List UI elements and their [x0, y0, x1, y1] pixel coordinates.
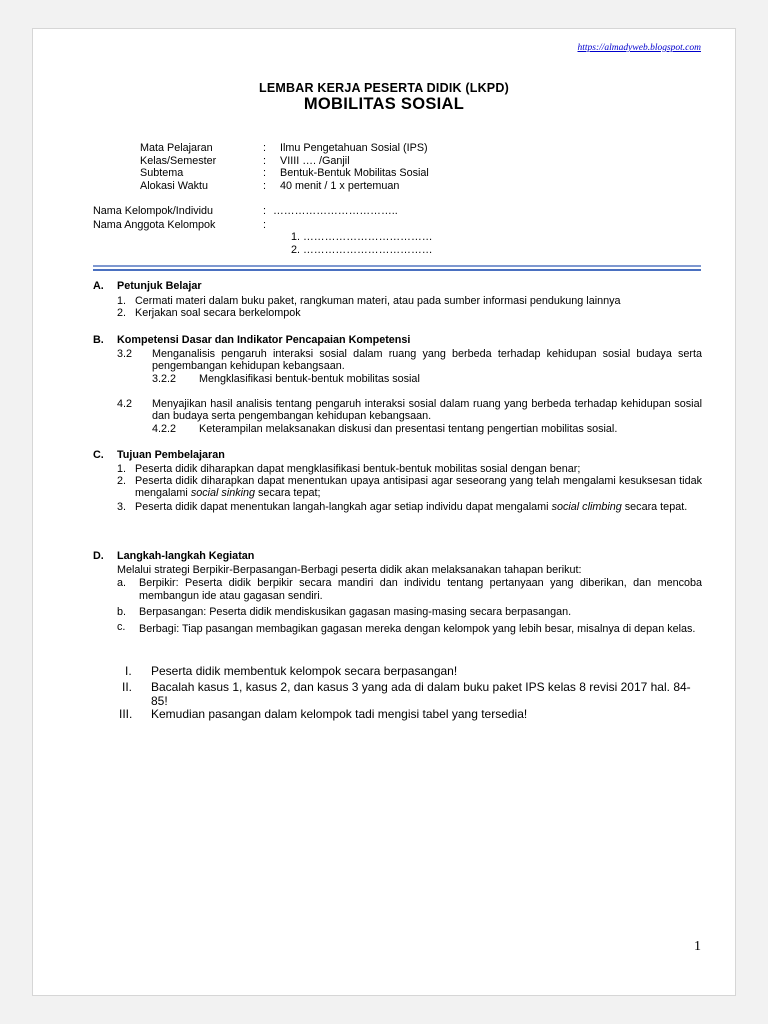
kd-number: 4.2: [117, 398, 133, 410]
list-item: Cermati materi dalam buku paket, rangkuman materi, atau pada sumber informasi pendukung lainnya: [135, 295, 621, 307]
list-item-number: 2.: [117, 307, 127, 319]
page-number: 1: [694, 939, 701, 954]
list-item: [135, 501, 702, 513]
identity-label: Subtema: [140, 167, 184, 179]
colon: :: [263, 167, 266, 179]
roman-number: I.: [125, 664, 132, 678]
list-item-number: 3.: [117, 501, 127, 513]
step-letter: c.: [117, 621, 126, 633]
member-line[interactable]: 2. ………………………………: [291, 244, 433, 256]
identity-label: Kelas/Semester: [140, 154, 217, 167]
roman-item: Bacalah kasus 1, kasus 2, dan kasus 3 yang ada di dalam buku paket IPS kelas 8 revisi 2017 hal. 84-85!: [151, 680, 691, 708]
ipk-number: 4.2.2: [152, 423, 177, 435]
identity-label: Alokasi Waktu: [140, 179, 209, 192]
kd-number: 3.2: [117, 348, 133, 360]
list-item-number: 1.: [117, 463, 127, 475]
ipk-text: Keterampilan melaksanakan diskusi dan presentasi tentang pengertian mobilitas sosial.: [199, 423, 618, 435]
kd-text: Menyajikan hasil analisis tentang pengaruh interaksi sosial dalam ruang yang berbeda terhadap kehidupan sosial dan budaya serta pengembangan kehidupan kebangsaan.: [152, 398, 702, 422]
document-subtitle: MOBILITAS SOSIAL: [303, 95, 465, 113]
identity-value: 40 menit / 1 x pertemuan: [280, 179, 400, 192]
identity-value: Ilmu Pengetahuan Sosial (IPS): [280, 142, 428, 154]
identity-values: [280, 142, 429, 192]
section-b-title: Kompetensi Dasar dan Indikator Pencapaian Kompetensi: [117, 334, 411, 346]
colon: :: [263, 154, 266, 167]
step-text: Berpikir: Peserta didik berpikir secara mandiri dan individu tentang pertanyaan yang diberikan, dan mencoba membangun ide atau gagasan sendiri.: [139, 577, 702, 602]
document-page: [32, 28, 736, 996]
member-line[interactable]: 1. ………………………………: [291, 231, 433, 243]
section-d-title: Langkah-langkah Kegiatan: [117, 550, 255, 562]
colon: :: [263, 142, 266, 154]
roman-item: Kemudian pasangan dalam kelompok tadi mengisi tabel yang tersedia!: [151, 707, 528, 721]
blog-link[interactable]: https://almadyweb.blogspot.com: [577, 43, 701, 53]
step-text: Berbagi: Tiap pasangan membagikan gagasan mereka dengan kelompok yang lebih besar, misalnya di depan kelas.: [139, 623, 696, 635]
identity-colons: [263, 142, 266, 192]
colon: :: [263, 179, 266, 192]
emphasis-term: social sinking: [190, 487, 256, 499]
section-c-title: Tujuan Pembelajaran: [117, 449, 225, 461]
list-item-text: secara tepat.: [621, 501, 688, 513]
step-letter: a.: [117, 577, 127, 589]
list-item-text: Peserta didik diharapkan dapat menentukan upaya antisipasi agar seseorang yang telah mengalami kesuksesan tidak mengalami: [135, 475, 702, 499]
list-item: [135, 475, 702, 499]
section-d-intro: Melalui strategi Berpikir-Berpasangan-Berbagi peserta didik akan melaksanakan tahapan berikut:: [117, 564, 582, 576]
section-a-title: Petunjuk Belajar: [117, 280, 202, 292]
list-item: Kerjakan soal secara berkelompok: [135, 307, 301, 319]
section-b-letter: B.: [93, 334, 104, 346]
ipk-number: 3.2.2: [152, 373, 177, 385]
colon: :: [263, 205, 266, 217]
group-name-label: Nama Kelompok/Individu: [93, 205, 214, 217]
list-item-text: secara tepat;: [255, 487, 321, 499]
group-name-value[interactable]: ……………………………..: [273, 205, 398, 217]
section-divider: [93, 265, 701, 271]
roman-item: Peserta didik membentuk kelompok secara berpasangan!: [151, 664, 458, 678]
identity-value: VIIII …. /Ganjil: [280, 154, 350, 167]
list-item-number: 1.: [117, 295, 127, 307]
roman-number: III.: [119, 707, 133, 721]
section-c-letter: C.: [93, 449, 104, 461]
roman-number: II.: [122, 680, 133, 694]
step-letter: b.: [117, 606, 127, 618]
identity-value: Bentuk-Bentuk Mobilitas Sosial: [280, 167, 429, 179]
group-members-label: Nama Anggota Kelompok: [93, 219, 216, 231]
colon: :: [263, 219, 266, 231]
emphasis-term: social climbing: [551, 501, 622, 513]
section-a-letter: A.: [93, 280, 104, 292]
list-item-text: Peserta didik dapat menentukan langah-langkah agar setiap individu dapat mengalami: [135, 501, 552, 513]
list-item: Peserta didik diharapkan dapat mengklasifikasi bentuk-bentuk mobilitas sosial dengan benar;: [135, 463, 581, 475]
step-text: Berpasangan: Peserta didik mendiskusikan gagasan masing-masing secara berpasangan.: [139, 606, 572, 618]
kd-text: Menganalisis pengaruh interaksi sosial dalam ruang yang berbeda terhadap kehidupan sosial budaya serta pengembangan kehidupan kebangsaan.: [152, 348, 702, 372]
identity-label: Mata Pelajaran: [140, 142, 213, 154]
list-item-number: 2.: [117, 475, 127, 487]
identity-labels: [140, 142, 216, 192]
document-title: LEMBAR KERJA PESERTA DIDIK (LKPD): [259, 81, 509, 95]
ipk-text: Mengklasifikasi bentuk-bentuk mobilitas sosial: [199, 373, 420, 385]
section-d-letter: D.: [93, 550, 104, 562]
